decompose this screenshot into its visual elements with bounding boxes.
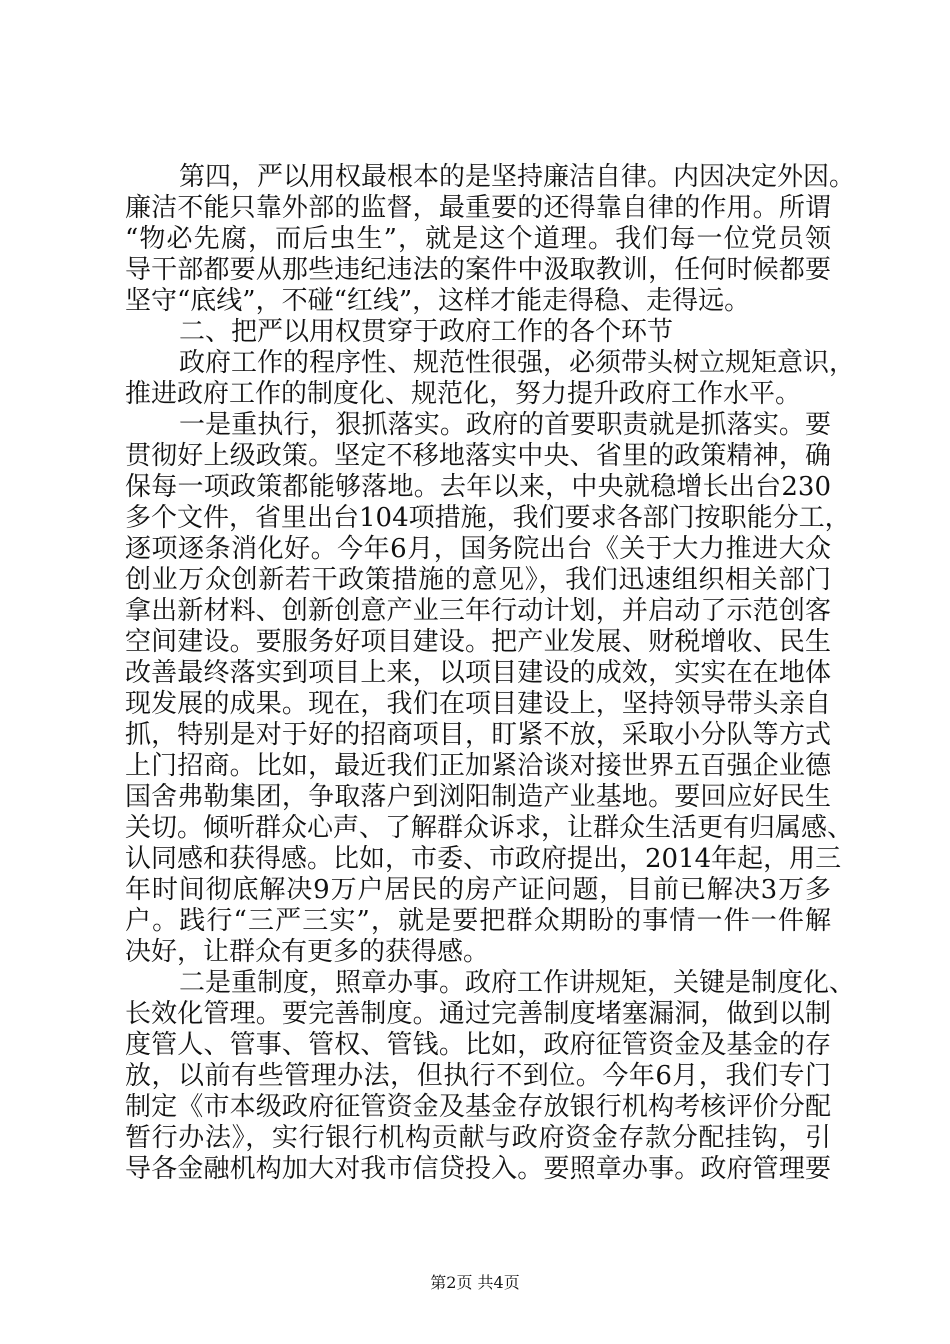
paragraph bbox=[125, 317, 831, 348]
text-line: 推进政府工作的制度化、规范化，努力提升政府工作水平。 bbox=[125, 379, 802, 409]
text-line: 创业万众创新若干政策措施的意见》，我们迅速组织相关部门 bbox=[125, 565, 831, 595]
text-line: 逐项逐条消化好。今年6月，国务院出台《关于大力推进大众 bbox=[125, 534, 831, 564]
text-line: 上门招商。比如，最近我们正加紧洽谈对接世界五百强企业德 bbox=[125, 751, 831, 781]
paragraph bbox=[125, 968, 856, 1185]
text-line: 贯彻好上级政策。坚定不移地落实中央、省里的政策精神，确 bbox=[125, 441, 831, 471]
document-body bbox=[125, 162, 856, 1185]
text-line: 廉洁不能只靠外部的监督，最重要的还得靠自律的作用。所谓 bbox=[125, 193, 831, 223]
text-line: 度管人、管事、管权、管钱。比如，政府征管资金及基金的存 bbox=[125, 1030, 831, 1060]
text-line: 空间建设。要服务好项目建设。把产业发展、财税增收、民生 bbox=[125, 627, 831, 657]
text-line: “物必先腐，而后虫生”，就是这个道理。我们每一位党员领 bbox=[125, 224, 831, 254]
text-line: 长效化管理。要完善制度。通过完善制度堵塞漏洞，做到以制 bbox=[125, 999, 831, 1029]
text-line: 导各金融机构加大对我市信贷投入。要照章办事。政府管理要 bbox=[125, 1154, 831, 1184]
text-line: 暂行办法》，实行银行机构贡献与政府资金存款分配挂钩，引 bbox=[125, 1123, 831, 1153]
text-line: 坚守“底线”，不碰“红线”，这样才能走得稳、走得远。 bbox=[125, 286, 751, 316]
text-line: 一是重执行，狠抓落实。政府的首要职责就是抓落实。要 bbox=[179, 410, 831, 440]
text-line: 二是重制度，照章办事。政府工作讲规矩，关键是制度化、 bbox=[179, 968, 856, 998]
paragraph bbox=[125, 162, 856, 317]
text-line: 改善最终落实到项目上来，以项目建设的成效，实实在在地体 bbox=[125, 658, 831, 688]
text-line: 第四，严以用权最根本的是坚持廉洁自律。内因决定外因。 bbox=[179, 162, 856, 192]
text-line: 导干部都要从那些违纪违法的案件中汲取教训，任何时候都要 bbox=[125, 255, 831, 285]
paragraph bbox=[125, 410, 854, 968]
text-line: 多个文件，省里出台104项措施，我们要求各部门按职能分工， bbox=[125, 503, 851, 533]
text-line: 关切。倾听群众心声、了解群众诉求，让群众生活更有归属感、 bbox=[125, 813, 854, 843]
text-line: 政府工作的程序性、规范性很强，必须带头树立规矩意识， bbox=[179, 348, 856, 378]
text-line: 户。践行“三严三实”，就是要把群众期盼的事情一件一件解 bbox=[125, 906, 831, 936]
text-line: 现发展的成果。现在，我们在项目建设上，坚持领导带头亲自 bbox=[125, 689, 831, 719]
text-line: 决好，让群众有更多的获得感。 bbox=[125, 937, 490, 967]
text-line: 放，以前有些管理办法，但执行不到位。今年6月，我们专门 bbox=[125, 1061, 831, 1091]
page-footer: 第2页 共4页 bbox=[430, 1273, 520, 1292]
text-line: 保每一项政策都能够落地。去年以来，中央就稳增长出台230 bbox=[125, 472, 831, 502]
text-line: 抓，特别是对于好的招商项目，盯紧不放，采取小分队等方式 bbox=[125, 720, 831, 750]
paragraph bbox=[125, 348, 856, 410]
text-line: 认同感和获得感。比如，市委、市政府提出，2014年起，用三 bbox=[125, 844, 842, 874]
text-line: 二、把严以用权贯穿于政府工作的各个环节 bbox=[179, 317, 674, 347]
text-line: 年时间彻底解决9万户居民的房产证问题，目前已解决3万多 bbox=[125, 875, 831, 905]
text-line: 国舍弗勒集团，争取落户到浏阳制造产业基地。要回应好民生 bbox=[125, 782, 831, 812]
text-line: 制定《市本级政府征管资金及基金存放银行机构考核评价分配 bbox=[125, 1092, 831, 1122]
text-line: 拿出新材料、创新创意产业三年行动计划，并启动了示范创客 bbox=[125, 596, 831, 626]
